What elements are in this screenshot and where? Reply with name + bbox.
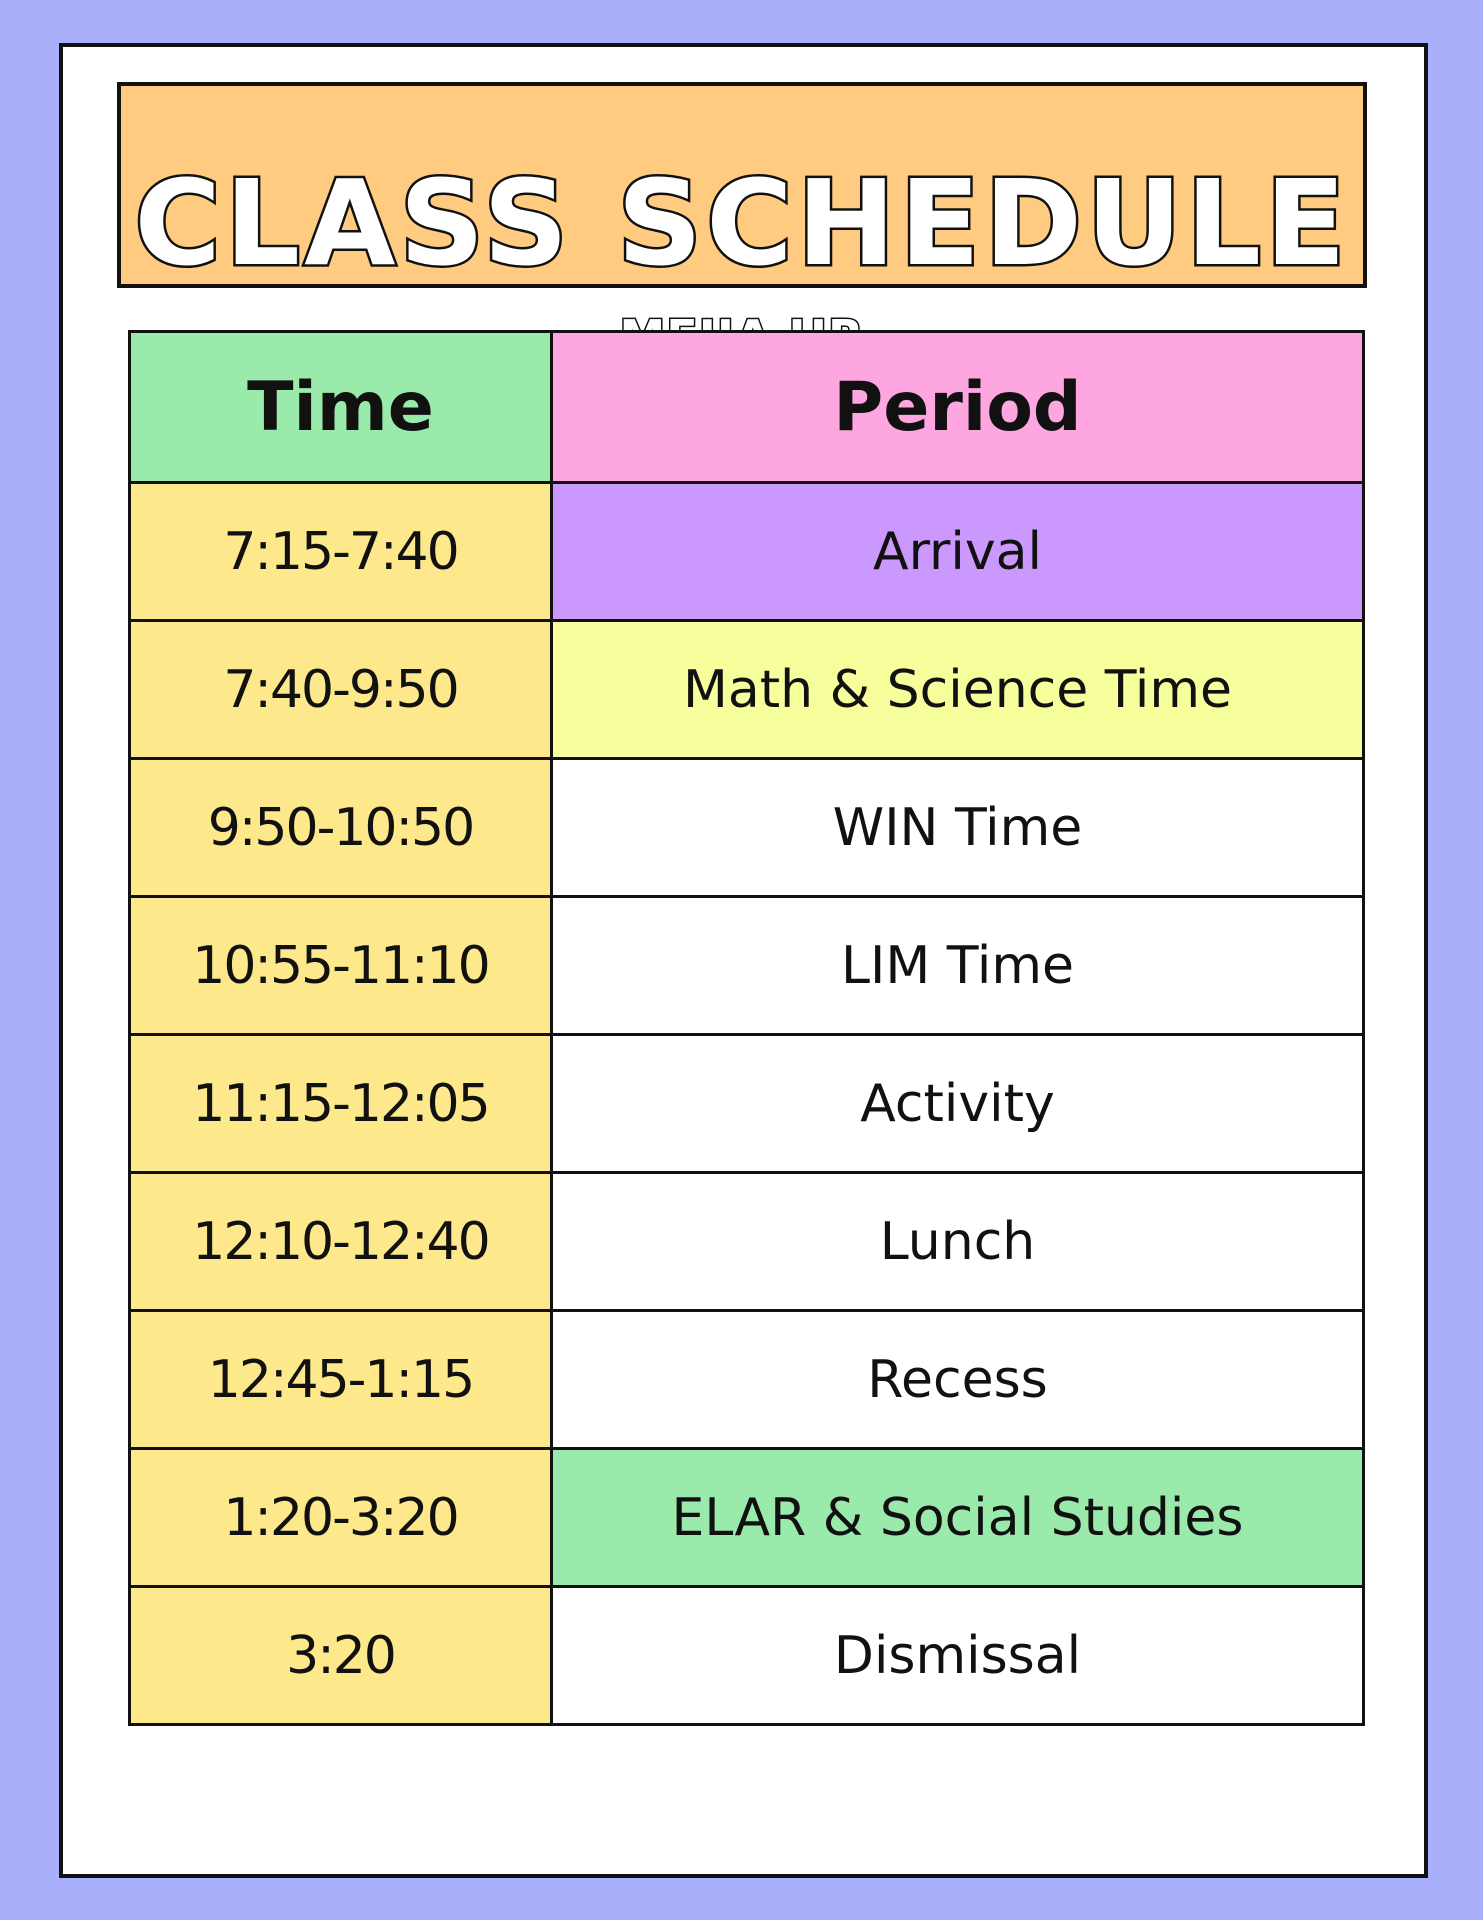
table-row bbox=[130, 897, 1364, 1035]
time-cell: 9:50-10:50 bbox=[130, 759, 552, 897]
table-row bbox=[130, 483, 1364, 621]
table-row bbox=[130, 1035, 1364, 1173]
time-cell: 7:15-7:40 bbox=[130, 483, 552, 621]
table-row bbox=[130, 1449, 1364, 1587]
page-title: CLASS SCHEDULE bbox=[134, 154, 1350, 292]
table-row bbox=[130, 1311, 1364, 1449]
period-cell: Lunch bbox=[552, 1173, 1364, 1311]
time-cell: 11:15-12:05 bbox=[130, 1035, 552, 1173]
time-cell: 12:10-12:40 bbox=[130, 1173, 552, 1311]
table-row bbox=[130, 759, 1364, 897]
time-cell: 10:55-11:10 bbox=[130, 897, 552, 1035]
table-row bbox=[130, 1173, 1364, 1311]
period-cell: Arrival bbox=[552, 483, 1364, 621]
schedule-table bbox=[128, 330, 1365, 1726]
title-banner bbox=[117, 82, 1367, 292]
time-cell: 7:40-9:50 bbox=[130, 621, 552, 759]
table-row bbox=[130, 621, 1364, 759]
period-column-header: Period bbox=[552, 332, 1364, 483]
period-cell: Dismissal bbox=[552, 1587, 1364, 1725]
table-header-row bbox=[130, 332, 1364, 483]
period-cell: WIN Time bbox=[552, 759, 1364, 897]
period-cell: Activity bbox=[552, 1035, 1364, 1173]
time-cell: 1:20-3:20 bbox=[130, 1449, 552, 1587]
period-cell: Recess bbox=[552, 1311, 1364, 1449]
time-cell: 12:45-1:15 bbox=[130, 1311, 552, 1449]
period-cell: LIM Time bbox=[552, 897, 1364, 1035]
table-row bbox=[130, 1587, 1364, 1725]
period-cell: Math & Science Time bbox=[552, 621, 1364, 759]
time-column-header: Time bbox=[130, 332, 552, 483]
period-cell: ELAR & Social Studies bbox=[552, 1449, 1364, 1587]
time-cell: 3:20 bbox=[130, 1587, 552, 1725]
